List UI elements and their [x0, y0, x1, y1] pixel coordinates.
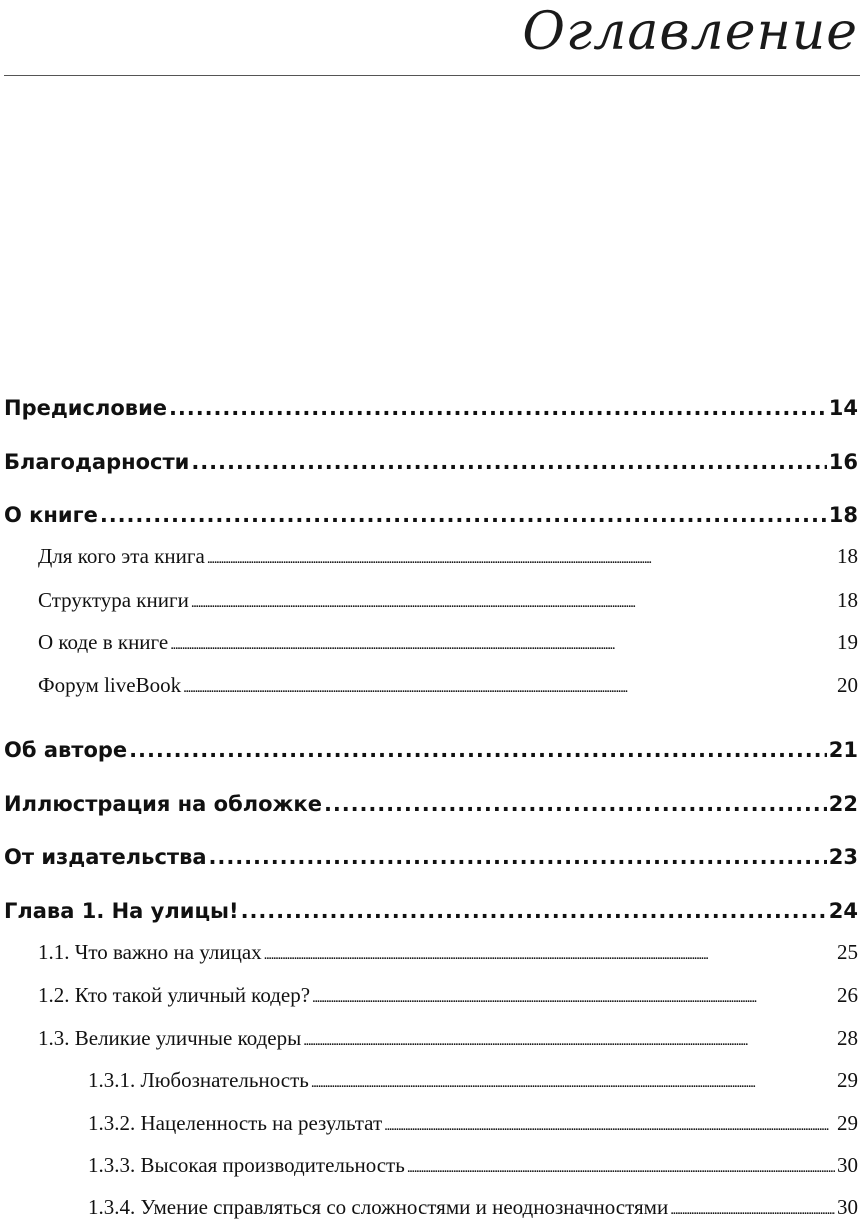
toc-entry-label: 1.3. Великие уличные кодеры — [38, 1026, 302, 1050]
toc-leader-dots — [209, 845, 827, 869]
toc-entry-label: Глава 1. На улицы! — [4, 899, 239, 923]
toc-leader-dots — [183, 680, 835, 697]
toc-subentry[interactable] — [38, 983, 858, 1008]
toc-entry[interactable] — [4, 396, 858, 420]
toc-entry-label: 1.3.3. Высокая производительность — [88, 1153, 405, 1177]
page-title: Оглавление — [522, 2, 858, 62]
toc-entry[interactable] — [4, 792, 858, 816]
toc-entry[interactable] — [4, 738, 858, 762]
toc-entry-page: 29 — [837, 1111, 858, 1135]
toc-leader-dots — [264, 947, 835, 964]
toc-entry-page: 24 — [828, 899, 858, 923]
toc-entry-page: 19 — [837, 630, 858, 654]
toc-entry-page: 18 — [837, 544, 858, 568]
toc-entry-label: 1.3.1. Любознательность — [88, 1068, 309, 1092]
toc-entry-page: 30 — [837, 1153, 858, 1177]
toc-leader-dots — [312, 990, 835, 1007]
toc-entry[interactable] — [4, 899, 858, 923]
toc-entry-page: 20 — [837, 673, 858, 697]
toc-entry-label: Об авторе — [4, 738, 128, 762]
toc-leader-dots — [384, 1118, 835, 1135]
toc-leader-dots — [129, 738, 827, 762]
toc-subentry[interactable] — [38, 940, 858, 965]
toc-entry-label: 1.1. Что важно на улицах — [38, 940, 262, 964]
toc-leader-dots — [100, 503, 827, 527]
title-divider — [4, 75, 860, 76]
toc-entry-page: 18 — [828, 503, 858, 527]
toc-leader-dots — [324, 792, 827, 816]
toc-leader-dots — [407, 1160, 835, 1177]
toc-leader-dots — [303, 1033, 835, 1050]
toc-leader-dots — [207, 551, 835, 568]
toc-leader-dots — [191, 450, 826, 474]
toc-entry-page: 30 — [837, 1195, 858, 1219]
toc-entry-label: Структура книги — [38, 588, 189, 612]
toc-entry-label: Форум liveBook — [38, 673, 182, 697]
toc-entry-page: 22 — [828, 792, 858, 816]
toc-subentry[interactable] — [38, 673, 858, 698]
toc-subentry[interactable] — [38, 544, 858, 569]
toc-entry[interactable] — [4, 450, 858, 474]
toc-entry-page: 14 — [828, 396, 858, 420]
toc-leader-dots — [169, 396, 827, 420]
toc-subsubentry[interactable] — [88, 1153, 858, 1178]
toc-entry-label: Благодарности — [4, 450, 190, 474]
toc-entry-page: 16 — [828, 450, 858, 474]
toc-entry-page: 29 — [837, 1068, 858, 1092]
toc-leader-dots — [311, 1075, 835, 1092]
toc-entry-page: 18 — [837, 588, 858, 612]
toc-entry-label: 1.3.2. Нацеленность на результат — [88, 1111, 383, 1135]
toc-entry-label: Предисловие — [4, 396, 168, 420]
toc-subentry[interactable] — [38, 588, 858, 613]
toc-entry-label: 1.2. Кто такой уличный кодер? — [38, 983, 311, 1007]
toc-entry-page: 28 — [837, 1026, 858, 1050]
toc-leader-dots — [241, 899, 827, 923]
toc-entry-label: 1.3.4. Умение справляться со сложностями и неоднозначностями — [88, 1195, 669, 1219]
toc-entry[interactable] — [4, 503, 858, 527]
toc-entry-page: 25 — [837, 940, 858, 964]
toc-subentry[interactable] — [38, 630, 858, 655]
toc-subsubentry[interactable] — [88, 1195, 858, 1220]
toc-subsubentry[interactable] — [88, 1068, 858, 1093]
toc-leader-dots — [191, 595, 835, 612]
toc-entry-label: От издательства — [4, 845, 207, 869]
toc-leader-dots — [170, 637, 835, 654]
toc-leader-dots — [670, 1202, 835, 1219]
toc-entry-label: Для кого эта книга — [38, 544, 205, 568]
toc-subsubentry[interactable] — [88, 1111, 858, 1136]
toc-entry-label: Иллюстрация на обложке — [4, 792, 322, 816]
toc-subentry[interactable] — [38, 1026, 858, 1051]
toc-entry-page: 26 — [837, 983, 858, 1007]
toc-entry[interactable] — [4, 845, 858, 869]
toc-entry-label: О книге — [4, 503, 98, 527]
toc-entry-page: 23 — [828, 845, 858, 869]
toc-entry-label: О коде в книге — [38, 630, 169, 654]
toc-entry-page: 21 — [828, 738, 858, 762]
